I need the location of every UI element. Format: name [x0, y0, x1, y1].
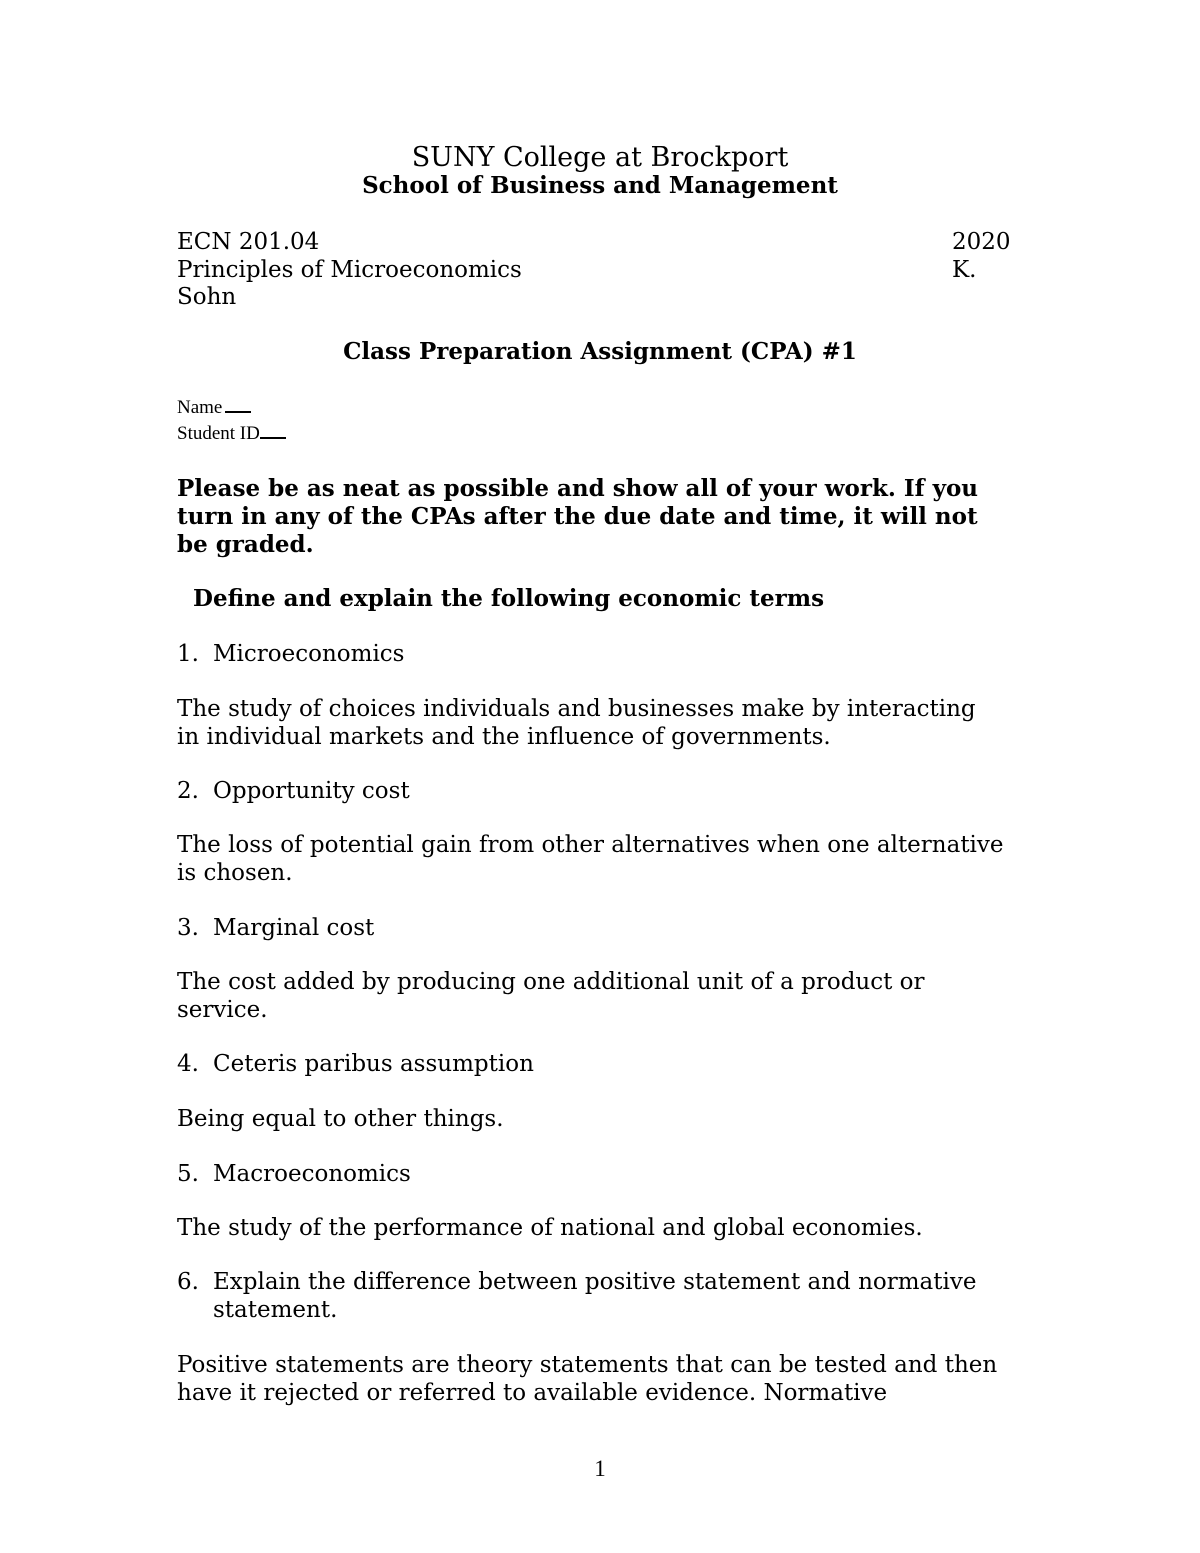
student-id-blank[interactable] [260, 423, 286, 439]
question-number: 1. [177, 641, 199, 667]
student-id-field[interactable] [177, 421, 286, 447]
answer-2-line-1: The loss of potential gain from other alternatives when one alternative [177, 832, 1004, 858]
question-number: 3. [177, 915, 199, 941]
student-id-label: Student ID [177, 423, 260, 444]
question-term: Microeconomics [213, 641, 405, 667]
answer-3-line-1: The cost added by producing one additional unit of a product or [177, 969, 925, 995]
question-number: 5. [177, 1161, 199, 1187]
question-number: 4. [177, 1051, 199, 1077]
question-number: 2. [177, 778, 199, 804]
answer-6-line-2: have it rejected or referred to available evidence. Normative [177, 1380, 888, 1406]
answer-5-line-1: The study of the performance of national and global economies. [177, 1215, 923, 1241]
assignment-title: Class Preparation Assignment (CPA) #1 [343, 338, 857, 365]
answer-2-line-2: is chosen. [177, 860, 293, 886]
course-code: ECN 201.04 [177, 229, 320, 255]
question-1 [177, 640, 404, 668]
course-year: 2020 [952, 229, 1011, 255]
instructions-line-1: Please be as neat as possible and show all of your work. If you [177, 475, 979, 502]
instructor-last-name: Sohn [177, 284, 237, 310]
instructor-initial: K. [952, 257, 977, 283]
instructions-line-3: be graded. [177, 531, 314, 558]
question-5 [177, 1160, 411, 1188]
school-title: School of Business and Management [362, 172, 838, 199]
question-term-line-1: Explain the difference between positive statement and normative [213, 1269, 977, 1295]
name-blank[interactable] [225, 397, 251, 413]
answer-1-line-1: The study of choices individuals and businesses make by interacting [177, 696, 976, 722]
question-2 [177, 777, 410, 805]
question-term: Opportunity cost [213, 778, 410, 804]
answer-1-line-2: in individual markets and the influence of governments. [177, 724, 831, 750]
answer-6-line-1: Positive statements are theory statements that can be tested and then [177, 1352, 998, 1378]
question-term: Marginal cost [213, 915, 375, 941]
course-name: Principles of Microeconomics [177, 257, 522, 283]
question-term: Ceteris paribus assumption [213, 1051, 534, 1077]
question-3 [177, 914, 374, 942]
instructions-line-2: turn in any of the CPAs after the due date and time, it will not [177, 503, 978, 530]
name-field[interactable] [177, 395, 251, 421]
question-4 [177, 1050, 534, 1078]
answer-4-line-1: Being equal to other things. [177, 1106, 504, 1132]
question-6 [177, 1268, 976, 1296]
question-number: 6. [177, 1269, 199, 1295]
section-heading: Define and explain the following economic terms [193, 585, 825, 612]
question-term: Macroeconomics [213, 1161, 411, 1187]
college-title: SUNY College at Brockport [411, 142, 789, 173]
page-number: 1 [594, 1456, 606, 1481]
answer-3-line-2: service. [177, 997, 268, 1023]
name-label: Name [177, 397, 223, 418]
question-6-line-2: statement. [213, 1297, 338, 1323]
